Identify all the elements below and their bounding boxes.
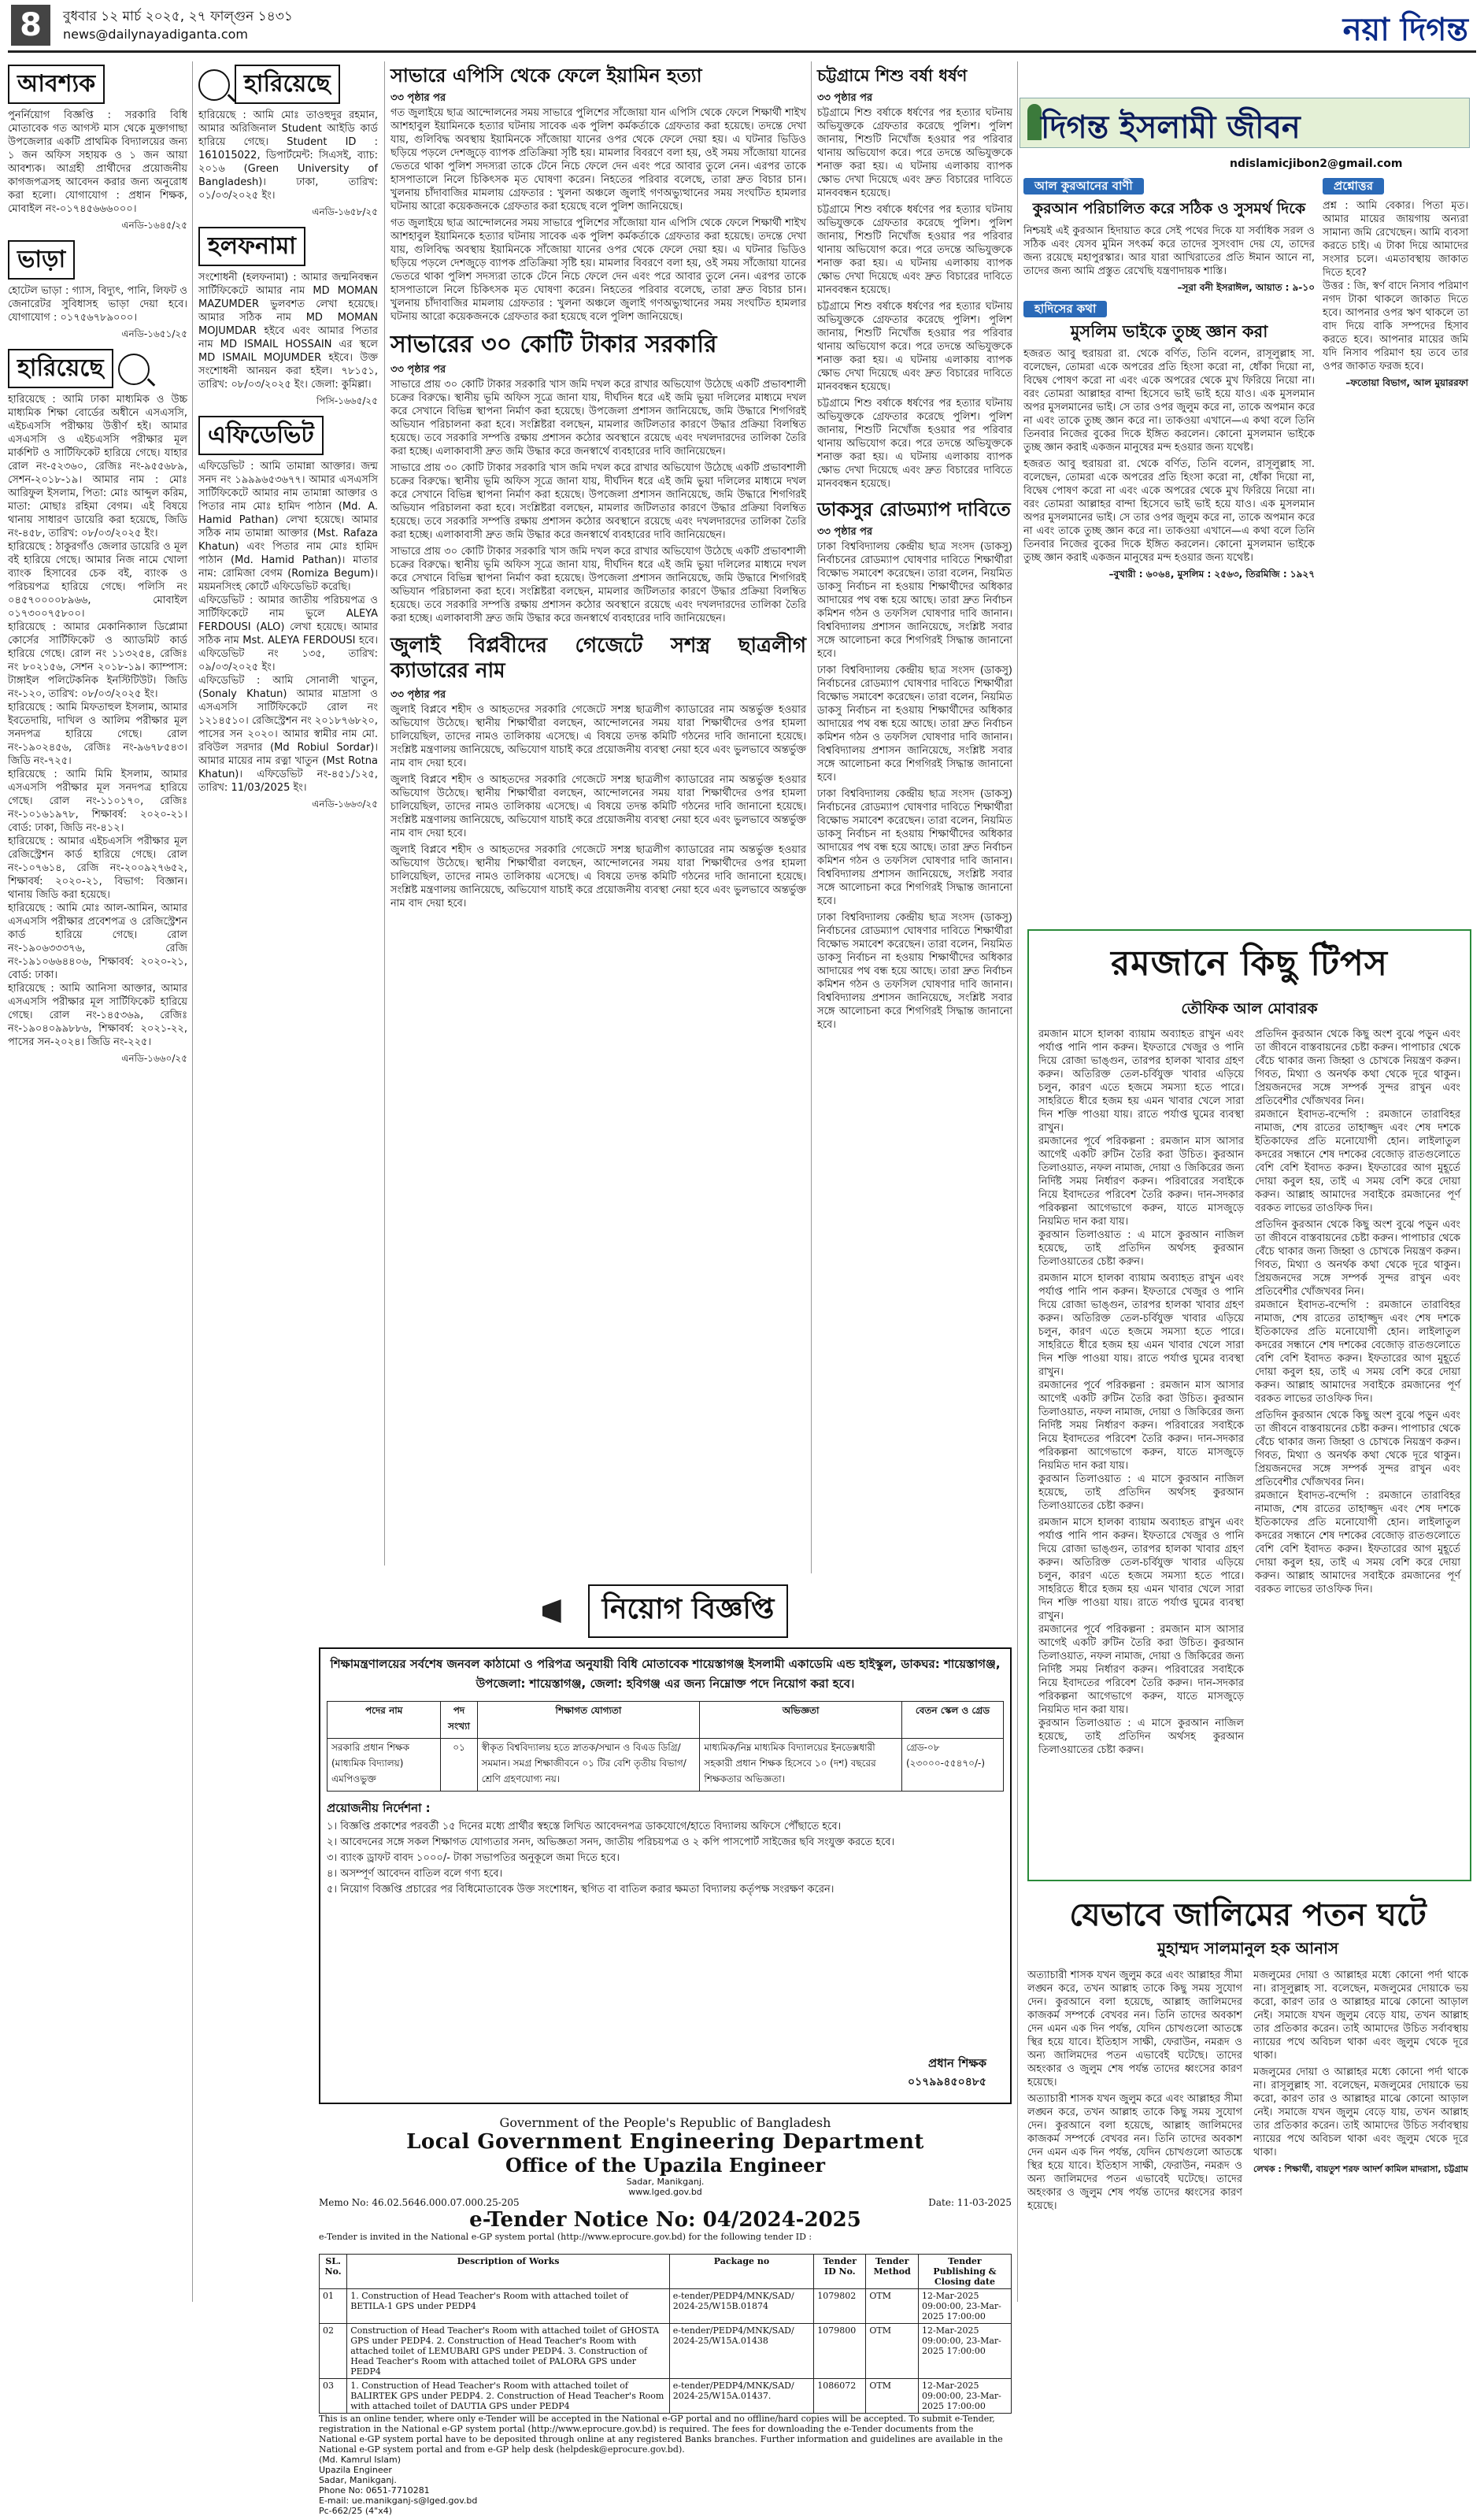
- ramadan-text: রমজান মাসে হালকা ব্যায়াম অব্যাহত রাখুন এবং পর্যাপ্ত পানি পান করুন। ইফতারে খেজুর ও পানি দিয়ে রোজা ভাঙ্গুন, তারপর হালকা খাবার গ্রহণ করুন। অতিরিক্ত তেল-চর্বিযুক্ত খাবার এড়িয়ে চলুন, কারণ এতে হজমে সমস্যা হতে পারে। সাহরিতে ধীরে হজম হয় এমন খাবার খেলে সারা দিন শক্তি পাওয়া যায়। রাতে পর্যাপ্ত ঘুমের ব্যবস্থা রাখুন। রমজানের পূর্বে পরিকল্পনা : রমজান মাস আসার আগেই একটি রুটিন তৈরি করা উচিত। কুরআন তিলাওয়াত, নফল নামাজ, দোয়া ও জিকিরের জন্য নির্দিষ্ট সময় নির্ধারণ করুন। পরিবারের সবাইকে নিয়ে ইবাদতের পরিবেশ তৈরি করুন। দান-সদকার পরিকল্পনা আগেভাগে করুন, যাতে মাসজুড়ে নিয়মিত দান করা যায়। কুরআন তিলাওয়াত : এ মাসে কুরআন নাজিল হয়েছে, তাই প্রতিদিন অর্থসহ কুরআন তিলাওয়াতের চেষ্টা করুন।: [1038, 1028, 1244, 1268]
- table-cell: OTM: [866, 2324, 919, 2379]
- tender-signer-name: (Md. Kamrul Islam): [319, 2455, 402, 2465]
- jalim-body: [1027, 1969, 1468, 2299]
- table-cell: OTM: [866, 2379, 919, 2414]
- table-cell: 01: [320, 2289, 347, 2324]
- instructions-title: প্রয়োজনীয় নির্দেশনা :: [327, 1801, 431, 1815]
- recruit-table: [327, 1701, 1004, 1792]
- tender-date: Date: 11-03-2025: [928, 2197, 1012, 2208]
- story-savar-land: সাভারে প্রায় ৩০ কোটি টাকার সরকারি খাস জমি দখল করে রাখার অভিযোগ উঠেছে একটি প্রভাবশালী চক্রের বিরুদ্ধে। স্থানীয় ভূমি অফিস সূত্রে জানা যায়, দীর্ঘদিন ধরে এই জমি ভুয়া দলিলের মাধ্যমে দখল করে সেখানে বিভিন্ন স্থাপনা নির্মাণ করা হয়েছে। উপজেলা প্রশাসন জানিয়েছে, জমি উদ্ধারে শিগগিরই অভিযান পরিচালনা করা হবে। সংশ্লিষ্টরা বলছেন, মামলার জটিলতার কারণে উদ্ধার প্রক্রিয়া বিলম্বিত হয়েছে। তবে সরকারি সম্পত্তি রক্ষায় প্রশাসন কঠোর অবস্থানে রয়েছে এবং দখলদারদের তালিকা তৈরি করা হচ্ছে। এলাকাবাসী দ্রুত জমি উদ্ধার করে জনস্বার্থে ব্যবহারের দাবি জানিয়েছেন।: [390, 379, 806, 458]
- issue-date: বুধবার ১২ মার্চ ২০২৫, ২৭ ফাল্গুন ১৪৩১: [63, 9, 293, 24]
- continued-note: ৩৩ পৃষ্ঠার পর: [817, 92, 873, 104]
- ramadan-text: রমজান মাসে হালকা ব্যায়াম অব্যাহত রাখুন এবং পর্যাপ্ত পানি পান করুন। ইফতারে খেজুর ও পানি দিয়ে রোজা ভাঙ্গুন, তারপর হালকা খাবার গ্রহণ করুন। অতিরিক্ত তেল-চর্বিযুক্ত খাবার এড়িয়ে চলুন, কারণ এতে হজমে সমস্যা হতে পারে। সাহরিতে ধীরে হজম হয় এমন খাবার খেলে সারা দিন শক্তি পাওয়া যায়। রাতে পর্যাপ্ত ঘুমের ব্যবস্থা রাখুন। রমজানের পূর্বে পরিকল্পনা : রমজান মাস আসার আগেই একটি রুটিন তৈরি করা উচিত। কুরআন তিলাওয়াত, নফল নামাজ, দোয়া ও জিকিরের জন্য নির্দিষ্ট সময় নির্ধারণ করুন। পরিবারের সবাইকে নিয়ে ইবাদতের পরিবেশ তৈরি করুন। দান-সদকার পরিকল্পনা আগেভাগে করুন, যাতে মাসজুড়ে নিয়মিত দান করা যায়। কুরআন তিলাওয়াত : এ মাসে কুরআন নাজিল হয়েছে, তাই প্রতিদিন অর্থসহ কুরআন তিলাওয়াতের চেষ্টা করুন।: [1038, 1273, 1244, 1512]
- quran-section-label: আল কুরআনের বাণী: [1023, 178, 1144, 195]
- magnifier-icon: [118, 354, 150, 385]
- continued-note: ৩৩ পৃষ্ঠার পর: [390, 92, 446, 104]
- affidavit-heading: হলফনামা: [198, 227, 305, 266]
- table-cell: সরকারি প্রধান শিক্ষক (মাধ্যমিক বিদ্যালয়) এমপিওভুক্ত: [328, 1739, 441, 1792]
- column-divider: [811, 61, 812, 1573]
- jalim-col-left: [1027, 1969, 1242, 2299]
- headline-savar-apc[interactable]: সাভারে এপিসি থেকে ফেলে ইয়ামিন হত্যা: [390, 65, 702, 87]
- tender-lged: Local Government Engineering Department: [406, 2130, 924, 2154]
- ramadan-col-left: [1038, 1028, 1244, 1878]
- story-july-gazette: জুলাই বিপ্লবে শহীদ ও আহতদের সরকারি গেজেটে সশস্ত্র ছাত্রলীগ ক্যাডারের নাম অন্তর্ভুক্ত হওয়ার অভিযোগ উঠেছে। স্থানীয় শিক্ষার্থীরা বলছেন, আন্দোলনের সময় যারা শিক্ষার্থীদের ওপর হামলা চালিয়েছিল, তাদের নামও তালিকায় এসেছে। এ বিষয়ে তদন্ত কমিটি গঠনের দাবি জানানো হয়েছে। সংশ্লিষ্ট মন্ত্রণালয় জানিয়েছে, অভিযোগ যাচাই করে প্রয়োজনীয় ব্যবস্থা নেয়া হবে এবং ভুলভাবে অন্তর্ভুক্ত নাম বাদ দেয়া হবে।: [390, 844, 806, 910]
- headline-ctg-child[interactable]: চট্টগ্রামে শিশু বর্ষা ধর্ষণ: [817, 66, 968, 85]
- lost-heading: হারিয়েছে: [235, 65, 340, 104]
- qa-column: [1323, 178, 1468, 918]
- table-cell: e-tender/PEDP4/MNK/SAD/ 2024-25/W15A.01438: [669, 2324, 813, 2379]
- table-cell: 1079800: [814, 2324, 866, 2379]
- islamic-main-column: [1023, 178, 1315, 918]
- recruit-phone[interactable]: ০১৭৯৯৪৫০৪৮৫: [908, 2076, 986, 2088]
- table-header-cell: Tender Publishing & Closing date: [918, 2255, 1011, 2289]
- table-cell: ০১: [441, 1739, 477, 1792]
- rent-ad: হোটেল ভাড়া : গ্যাস, বিদ্যুৎ, পানি, লিফট ও জেনারেটর সুবিধাসহ ভাড়া দেয়া হবে। যোগাযোগ : ০১৭৫৬৭৮৯০০০।: [8, 285, 187, 324]
- column-divider: [192, 61, 193, 2302]
- tender-gov: Government of the People's Republic of Bangladesh: [499, 2115, 831, 2130]
- instructions-text: ১। বিজ্ঞপ্তি প্রকাশের পরবর্তী ১৫ দিনের মধ্যে প্রার্থীর স্বহস্তে লিখিত আবেদনপত্র ডাকযোগে/হাতে বিদ্যালয় অফিসে পৌঁছাতে হবে। ২। আবেদনের সঙ্গে সকল শিক্ষাগত যোগ্যতার সনদ, অভিজ্ঞতা সনদ, জাতীয় পরিচয়পত্র ও ২ কপি পাসপোর্ট সাইজের ছবি সংযুক্ত করতে হবে। ৩। ব্যাংক ড্রাফট বাবদ ১০০০/- টাকা সভাপতির অনুকূলে জমা দিতে হবে। ৪। অসম্পূর্ণ আবেদন বাতিল বলে গণ্য হবে। ৫। নিয়োগ বিজ্ঞপ্তি প্রচারের পর বিধিমোতাবেক উক্ত সংশোধন, স্থগিত বা বাতিল করার ক্ষমতা বিদ্যালয় কর্তৃপক্ষ সংরক্ষণ করেন।: [327, 1821, 895, 1895]
- story-savar-land: সাভারে প্রায় ৩০ কোটি টাকার সরকারি খাস জমি দখল করে রাখার অভিযোগ উঠেছে একটি প্রভাবশালী চক্রের বিরুদ্ধে। স্থানীয় ভূমি অফিস সূত্রে জানা যায়, দীর্ঘদিন ধরে এই জমি ভুয়া দলিলের মাধ্যমে দখল করে সেখানে বিভিন্ন স্থাপনা নির্মাণ করা হয়েছে। উপজেলা প্রশাসন জানিয়েছে, জমি উদ্ধারে শিগগিরই অভিযান পরিচালনা করা হবে। সংশ্লিষ্টরা বলছেন, মামলার জটিলতার কারণে উদ্ধার প্রক্রিয়া বিলম্বিত হয়েছে। তবে সরকারি সম্পত্তি রক্ষায় প্রশাসন কঠোর অবস্থানে রয়েছে এবং দখলদারদের তালিকা তৈরি করা হচ্ছে। এলাকাবাসী দ্রুত জমি উদ্ধার করে জনস্বার্থে ব্যবহারের দাবি জানিয়েছেন।: [390, 462, 806, 541]
- story-savar-apc: গত জুলাইয়ে ছাত্র আন্দোলনের সময় সাভারে পুলিশের সাঁজোয়া যান এপিসি থেকে ফেলে শিক্ষার্থী শাইখ আশহাবুল ইয়ামিনকে হত্যার ঘটনায় সাবেক এক পুলিশ কর্মকর্তাকে গ্রেফতার করা হয়েছে। তদন্তে দেখা যায়, গুলিবিদ্ধ অবস্থায় ইয়ামিনকে সাঁজোয়া যানের ওপর থেকে ফেলে দেয়া হয়। এ ঘটনার ভিডিও ছড়িয়ে পড়লে দেশজুড়ে ব্যাপক প্রতিক্রিয়া সৃষ্টি হয়। মামলার বিবরণে বলা হয়, ওই সময় সাঁজোয়া যানের ভেতরে থাকা পুলিশ সদস্যরা তাকে টেনে নিচে ফেলে দেন এবং পরে আবার তুলে নেন। এরপর তাকে হাসপাতালে নিলে চিকিৎসক মৃত ঘোষণা করেন। নিহতের পরিবার বলেছে, তারা দ্রুত বিচার চান। খুলনায় চাঁদাবাজির মামলায় গ্রেফতার : খুলনা অঞ্চলে জুলাই গণঅভ্যুত্থানের সময় সংঘটিত হামলার ঘটনায় আরো কয়েকজনকে গ্রেফতার করা হয়েছে বলে পুলিশ জানিয়েছে।: [390, 217, 806, 323]
- tender-table: [319, 2254, 1012, 2414]
- table-cell: 02: [320, 2324, 347, 2379]
- hadith-reference: –বুখারী : ৬০৬৪, মুসলিম : ২৫৬৩, তিরমিজি : ১৯২৭: [1108, 569, 1315, 580]
- jalim-col-right: [1253, 1969, 1468, 2299]
- table-cell: Construction of Head Teacher's Room with attached toilet of GHOSTA GPS under PEDP4. 2. Construction of Head Teacher's Room with attached toilet of LEMUBARI GPS under PEDP4. 3. Construction of Head Teacher's Room with attached toilet of PALORA GPS under PEDP4: [347, 2324, 670, 2379]
- ramadan-text: রমজান মাসে হালকা ব্যায়াম অব্যাহত রাখুন এবং পর্যাপ্ত পানি পান করুন। ইফতারে খেজুর ও পানি দিয়ে রোজা ভাঙ্গুন, তারপর হালকা খাবার গ্রহণ করুন। অতিরিক্ত তেল-চর্বিযুক্ত খাবার এড়িয়ে চলুন, কারণ এতে হজমে সমস্যা হতে পারে। সাহরিতে ধীরে হজম হয় এমন খাবার খেলে সারা দিন শক্তি পাওয়া যায়। রাতে পর্যাপ্ত ঘুমের ব্যবস্থা রাখুন। রমজানের পূর্বে পরিকল্পনা : রমজান মাস আসার আগেই একটি রুটিন তৈরি করা উচিত। কুরআন তিলাওয়াত, নফল নামাজ, দোয়া ও জিকিরের জন্য নির্দিষ্ট সময় নির্ধারণ করুন। পরিবারের সবাইকে নিয়ে ইবাদতের পরিবেশ তৈরি করুন। দান-সদকার পরিকল্পনা আগেভাগে করুন, যাতে মাসজুড়ে নিয়মিত দান করা যায়। কুরআন তিলাওয়াত : এ মাসে কুরআন নাজিল হয়েছে, তাই প্রতিদিন অর্থসহ কুরআন তিলাওয়াতের চেষ্টা করুন।: [1038, 1517, 1244, 1756]
- affidavit-ad: সংশোধনী (হলফনামা) : আমার জন্মনিবন্ধন সার্টিফিকেটে আমার নাম MD MOMAN MAZUMDER ভুলবশত লেখা হয়েছে। আমার সঠিক নাম MD MOMAN MOJUMDAR হইবে এবং আমার পিতার নাম MD ISMAIL HOSSAIN এর স্থলে MD ISMAIL MOJUMDER হইবে। উক্ত সংশোধনী আনয়ন করা হইল। ৭৮১৫১, তারিখ: ০৮/০৩/২০২৫ ইং। জেলা: কুমিল্লা।: [198, 272, 378, 391]
- affidavit2-heading: এফিডেভিট: [198, 416, 324, 455]
- megaphone-icon: [542, 1599, 574, 1623]
- mosque-icon: [1027, 104, 1042, 140]
- jalim-text: অত্যাচারী শাসক যখন জুলুম করে এবং আল্লাহর সীমা লঙ্ঘন করে, তখন আল্লাহ তাকে কিছু সময় সুযোগ দেন। কুরআনে বলা হয়েছে, আল্লাহ জালিমদের কাজকর্ম সম্পর্কে বেখবর নন। তিনি তাদের অবকাশ দেন এমন এক দিন পর্যন্ত, যেদিন চোখগুলো আতঙ্কে স্থির হয়ে যাবে। ইতিহাস সাক্ষী, ফেরাউন, নমরূদ ও অন্য জালিমদের পতন এভাবেই ঘটেছে। তাদের অহংকার ও জুলুম শেষ পর্যন্ত তাদের ধ্বংসের কারণ হয়েছে।: [1027, 2093, 1242, 2212]
- hadith-headline[interactable]: মুসলিম ভাইকে তুচ্ছ জ্ঞান করা: [1070, 322, 1268, 341]
- table-cell: গ্রেড-০৮ (২৩০০০-৫৫৪৭০/-): [901, 1739, 1003, 1792]
- table-header-cell: বেতন স্কেল ও গ্রেড: [901, 1702, 1003, 1739]
- ad-reference: এনডি-১৬৬০/২৫: [121, 1053, 187, 1064]
- masthead-rule: [8, 50, 1476, 53]
- hadith-text: হজরত আবু হুরায়রা রা. থেকে বর্ণিত, তিনি বলেন, রাসূলুল্লাহ সা. বলেছেন, তোমরা একে অপরের প্রতি হিংসা করো না, ধোঁকা দিয়ো না, বিদ্বেষ পোষণ করো না এবং একে অপরের থেকে মুখ ফিরিয়ে নিয়ো না। বরং তোমরা আল্লাহর বান্দা হিসেবে ভাই ভাই হয়ে যাও। এক মুসলমান অপর মুসলমানের ভাই। সে তার ওপর জুলুম করে না, তাকে অপমান করে না এবং তাকে তুচ্ছ জ্ঞান করে না। তাকওয়া এখানে—এ কথা বলে তিনি তিনবার নিজের বুকের দিকে ইঙ্গিত করলেন। কোনো মুসলমান ভাইকে তুচ্ছ জ্ঞান করাই একজন মানুষের মন্দ হওয়ার জন্য যথেষ্ট।: [1023, 348, 1315, 454]
- headline-july-gazette[interactable]: জুলাই বিপ্লবীদের গেজেটে সশস্ত্র ছাত্রলীগ ক্যাডারের নাম: [390, 634, 806, 683]
- ramadan-author: তৌফিক আল মোবারক: [1181, 1000, 1318, 1017]
- ad-reference: এনডি-১৬৪৫/২৫: [121, 220, 187, 231]
- ad-reference: এনডি-১৬৫৮/২৫: [312, 206, 378, 217]
- recruit-table-header: [328, 1702, 1004, 1739]
- recruitment-notice: [319, 1647, 1012, 2104]
- table-header-cell: SL. No.: [320, 2255, 347, 2289]
- table-cell: 1086072: [814, 2379, 866, 2414]
- table-row: [320, 2379, 1012, 2414]
- tender-memo: Memo No: 46.02.5646.000.07.000.25-205: [319, 2197, 520, 2208]
- story-july-gazette: জুলাই বিপ্লবে শহীদ ও আহতদের সরকারি গেজেটে সশস্ত্র ছাত্রলীগ ক্যাডারের নাম অন্তর্ভুক্ত হওয়ার অভিযোগ উঠেছে। স্থানীয় শিক্ষার্থীরা বলছেন, আন্দোলনের সময় যারা শিক্ষার্থীদের ওপর হামলা চালিয়েছিল, তাদের নামও তালিকায় এসেছে। এ বিষয়ে তদন্ত কমিটি গঠনের দাবি জানানো হয়েছে। সংশ্লিষ্ট মন্ত্রণালয় জানিয়েছে, অভিযোগ যাচাই করে প্রয়োজনীয় ব্যবস্থা নেয়া হবে এবং ভুলভাবে অন্তর্ভুক্ত নাম বাদ দেয়া হবে।: [390, 774, 806, 839]
- recruit-intro: শিক্ষামন্ত্রণালয়ের সর্বশেষ জনবল কাঠামো ও পরিপত্র অনুযায়ী বিধি মোতাবেক শায়েস্তাগঞ্জ ইসলামী একাডেমি এন্ড হাইস্কুল, ডাকঘর: শায়েস্তাগঞ্জ, উপজেলা: শায়েস্তাগঞ্জ, জেলা: হবিগঞ্জ এর জন্য নিম্নোক্ত পদে নিয়োগ করা হবে।: [330, 1657, 1001, 1691]
- continued-note: ৩৩ পৃষ্ঠার পর: [390, 689, 446, 701]
- story-ducsu: ঢাকা বিশ্ববিদ্যালয় কেন্দ্রীয় ছাত্র সংসদ (ডাকসু) নির্বাচনের রোডম্যাপ ঘোষণার দাবিতে শিক্ষার্থীরা বিক্ষোভ সমাবেশ করেছেন। তারা বলেন, নিয়মিত ডাকসু নির্বাচন না হওয়ায় শিক্ষার্থীদের অধিকার আদায়ের পথ বন্ধ হয়ে আছে। তারা দ্রুত নির্বাচন কমিশন গঠন ও তফসিল ঘোষণার দাবি জানান। বিশ্ববিদ্যালয় প্রশাসন জানিয়েছে, সংশ্লিষ্ট সবার সঙ্গে আলোচনা করে শিগগিরই সিদ্ধান্ত জানানো হবে।: [817, 665, 1012, 784]
- qa-reference: –ফতোয়া বিভাগ, আল মুয়াররফা: [1345, 377, 1468, 388]
- story-ctg-child: চট্টগ্রামে শিশু বর্ষাকে ধর্ষণের পর হত্যার ঘটনায় অভিযুক্তকে গ্রেফতার করেছে পুলিশ। পুলিশ জানায়, শিশুটি নিখোঁজ হওয়ার পর পরিবার থানায় অভিযোগ করে। পরে তদন্তে অভিযুক্তকে শনাক্ত করা হয়। এ ঘটনায় এলাকায় ব্যাপক ক্ষোভ দেখা দিয়েছে এবং দ্রুত বিচারের দাবিতে মানববন্ধন হয়েছে।: [817, 107, 1012, 199]
- story-ducsu: ঢাকা বিশ্ববিদ্যালয় কেন্দ্রীয় ছাত্র সংসদ (ডাকসু) নির্বাচনের রোডম্যাপ ঘোষণার দাবিতে শিক্ষার্থীরা বিক্ষোভ সমাবেশ করেছেন। তারা বলেন, নিয়মিত ডাকসু নির্বাচন না হওয়ায় শিক্ষার্থীদের অধিকার আদায়ের পথ বন্ধ হয়ে আছে। তারা দ্রুত নির্বাচন কমিশন গঠন ও তফসিল ঘোষণার দাবি জানান। বিশ্ববিদ্যালয় প্রশাসন জানিয়েছে, সংশ্লিষ্ট সবার সঙ্গে আলোচনা করে শিগগিরই সিদ্ধান্ত জানানো হবে।: [817, 912, 1012, 1031]
- lost-heading: হারিয়েছে: [8, 349, 113, 388]
- table-header-cell: শিক্ষাগত যোগ্যতা: [477, 1702, 700, 1739]
- tender-intro: e-Tender is invited in the National e-GP system portal (http://www.eprocure.gov.bd) for the following tender ID :: [319, 2232, 812, 2242]
- qa-section-label: প্রশ্নোত্তর: [1323, 178, 1384, 195]
- tender-title[interactable]: e-Tender Notice No: 04/2024-2025: [469, 2208, 861, 2232]
- continued-note: ৩৩ পৃষ্ঠার পর: [390, 364, 446, 376]
- table-cell: OTM: [866, 2289, 919, 2324]
- tender-signer-title: Upazila Engineer: [319, 2465, 392, 2475]
- hadith-text: হজরত আবু হুরায়রা রা. থেকে বর্ণিত, তিনি বলেন, রাসূলুল্লাহ সা. বলেছেন, তোমরা একে অপরের প্রতি হিংসা করো না, ধোঁকা দিয়ো না, বিদ্বেষ পোষণ করো না এবং একে অপরের থেকে মুখ ফিরিয়ে নিয়ো না। বরং তোমরা আল্লাহর বান্দা হিসেবে ভাই ভাই হয়ে যাও। এক মুসলমান অপর মুসলমানের ভাই। সে তার ওপর জুলুম করে না, তাকে অপমান করে না এবং তাকে তুচ্ছ জ্ঞান করে না। তাকওয়া এখানে—এ কথা বলে তিনি তিনবার নিজের বুকের দিকে ইঙ্গিত করলেন। কোনো মুসলমান ভাইকে তুচ্ছ জ্ঞান করাই একজন মানুষের মন্দ হওয়ার জন্য যথেষ্ট।: [1023, 458, 1315, 564]
- news-column-3: [390, 61, 806, 1573]
- recruit-header: [319, 1575, 1012, 1647]
- story-ducsu: ঢাকা বিশ্ববিদ্যালয় কেন্দ্রীয় ছাত্র সংসদ (ডাকসু) নির্বাচনের রোডম্যাপ ঘোষণার দাবিতে শিক্ষার্থীরা বিক্ষোভ সমাবেশ করেছেন। তারা বলেন, নিয়মিত ডাকসু নির্বাচন না হওয়ায় শিক্ষার্থীদের অধিকার আদায়ের পথ বন্ধ হয়ে আছে। তারা দ্রুত নির্বাচন কমিশন গঠন ও তফসিল ঘোষণার দাবি জানান। বিশ্ববিদ্যালয় প্রশাসন জানিয়েছে, সংশ্লিষ্ট সবার সঙ্গে আলোচনা করে শিগগিরই সিদ্ধান্ত জানানো হবে।: [817, 788, 1012, 907]
- quran-verse: নিশ্চয়ই এই কুরআন হিদায়াত করে সেই পথের দিকে যা সর্বাধিক সরল ও সঠিক এবং যেসব মুমিন সৎকর্ম করে তাদের সুসংবাদ দেয় যে, তাদের জন্য রয়েছে মহাপুরস্কার। আর যারা আখিরাতের প্রতি ঈমান আনে না, তাদের জন্য আমি প্রস্তুত রেখেছি যন্ত্রণাদায়ক শাস্তি।: [1023, 225, 1315, 277]
- jalim-text: অত্যাচারী শাসক যখন জুলুম করে এবং আল্লাহর সীমা লঙ্ঘন করে, তখন আল্লাহ তাকে কিছু সময় সুযোগ দেন। কুরআনে বলা হয়েছে, আল্লাহ জালিমদের কাজকর্ম সম্পর্কে বেখবর নন। তিনি তাদের অবকাশ দেন এমন এক দিন পর্যন্ত, যেদিন চোখগুলো আতঙ্কে স্থির হয়ে যাবে। ইতিহাস সাক্ষী, ফেরাউন, নমরূদ ও অন্য জালিমদের পতন এভাবেই ঘটেছে। তাদের অহংকার ও জুলুম শেষ পর্যন্ত তাদের ধ্বংসের কারণ হয়েছে।: [1027, 1969, 1242, 2088]
- tender-address: Sadar, Manikganj.: [626, 2177, 705, 2187]
- lged-tender-table-wrap: [319, 2254, 1012, 2516]
- recruit-signer: প্রধান শিক্ষক: [928, 2056, 986, 2070]
- rent-heading: ভাড়া: [8, 240, 75, 280]
- lost-ad: হারিয়েছে : আমি মোঃ তাওহুদুর রহমান, আমার অরিজিনাল Student আইডি কার্ড হারিয়ে গেছে। Student ID : 161015022, ডিপার্টমেন্ট: সিএসই, ব্যাচ: ২০১৬ (Green University of Bangladesh)। ঢাকা, তারিখ: ০১/০৩/২০২৫ ইং।: [198, 109, 378, 202]
- ramadan-text: প্রতিদিন কুরআন থেকে কিছু অংশ বুঝে পড়ুন এবং তা জীবনে বাস্তবায়নের চেষ্টা করুন। পাপাচার থেকে বেঁচে থাকার জন্য জিহ্বা ও চোখকে নিয়ন্ত্রণ করুন। গিবত, মিথ্যা ও অনর্থক কথা থেকে দূরে থাকুন। প্রিয়জনদের সঙ্গে সম্পর্ক সুন্দর রাখুন এবং প্রতিবেশীর খোঁজখবর নিন। রমজানে ইবাদত-বন্দেগি : রমজানে তারাবিহর নামাজ, শেষ রাতের তাহাজ্জুদ এবং শেষ দশকে ইতিকাফের প্রতি মনোযোগী হোন। লাইলাতুল কদরের সন্ধানে শেষ দশকের বেজোড় রাতগুলোতে বেশি বেশি ইবাদত করুন। ইফতারের আগ মুহূর্তে দোয়া কবুল হয়, তাই এ সময় বেশি করে দোয়া করুন। আল্লাহ আমাদের সবাইকে রমজানের পূর্ণ বরকত লাভের তাওফিক দিন।: [1255, 1028, 1460, 1214]
- table-cell: e-tender/PEDP4/MNK/SAD/ 2024-25/W15A.01437.: [669, 2379, 813, 2414]
- quran-reference: –সূরা বনী ইসরাঈল, আয়াত : ৯-১০: [1177, 282, 1315, 293]
- ramadan-tips-box: [1027, 929, 1471, 1881]
- page-number: 8: [11, 5, 50, 46]
- lost-ads: হারিয়েছে : আমি ঢাকা মাধ্যমিক ও উচ্চ মাধ্যমিক শিক্ষা বোর্ডের অধীনে এসএসসি, এইচএসসি পরীক্ষায় উত্তীর্ণ হই। আমার এসএসসি ও এইচএসসি পরীক্ষার মূল মার্কশিট ও সার্টিফিকেট হারিয়ে গেছে। যাহার রোল নং-৫২৩৬০, রেজিঃ নং-৯৫৫৬৮৯, সেশন-২০১৮-১৯। আমার নাম : মোঃ আরিফুল ইসলাম, পিতা: মোঃ আব্দুল করিম, মাতা: মোছাঃ রহিমা বেগম। এই বিষয়ে থানায় সাধারণ ডায়েরি করা হয়েছে, জিডি নং-৪৫৮, তারিখ: ০৮/০৩/২০২৫ ইং। হারিয়েছে : ঠাকুরগাঁও জেলার ডায়েরি ও মূল বই হারিয়ে গেছে। আমার নিজ নামে খোলা ব্যাংক হিসাবের চেক বই, ব্যাংক ও পরিচয়পত্র হারিয়ে গেছে। পলিসি নং ০৪৫৭০০০০৮৯৬৬, মোবাইল ০১৭৩০০৭৫৮০০। হারিয়েছে : আমার মেকানিক্যাল ডিপ্লোমা কোর্সের সার্টিফিকেট ও অ্যাডমিট কার্ড হারিয়ে গেছে। রোল নং ১১৩২৫৪, রেজিঃ নং ৮০২১৫৬, সেশন ২০১৮-১৯। ক্যাম্পাস: টাঙ্গাইল পলিটেকনিক ইনস্টিটিউট। জিডি নং-১২০, তারিখ: ০৮/০৩/২০২৫ ইং। হারিয়েছে : আমি মিফতাহুল ইসলাম, আমার ইবতেদায়ি, দাখিল ও আলিম পরীক্ষার মূল সনদপত্র হারিয়ে গেছে। রোল নং-১৯০২৪৫৬, রেজিঃ নং-৯৬৭৮৫৪৩। জিডি নং-৭২৫। হারিয়েছে : আমি মিমি ইসলাম, আমার এসএসসি পরীক্ষার মূল সনদপত্র হারিয়ে গেছে। রোল নং-১১০১৭০, রেজিঃ নং-১০১৬১৯৭৮, শিক্ষাবর্ষ: ২০২০-২১। বোর্ড: ঢাকা, জিডি নং-৪১২। হারিয়েছে : আমার এইচএসসি পরীক্ষার মূল রেজিস্ট্রেশন কার্ড হারিয়ে গেছে। রোল নং-১০৭৬১৪, রেজি নং-২০০৯২৭৬৫২, শিক্ষাবর্ষ: ২০২০-২১, বিভাগ: বিজ্ঞান। থানায় জিডি করা হয়েছে। হারিয়েছে : আমি মোঃ আল-আমিন, আমার এসএসসি পরীক্ষার প্রবেশপত্র ও রেজিস্ট্রেশন কার্ড হারিয়ে গেছে। রোল নং-১৯০৬৩৩৩৭৬, রেজি নং-১৯১০৬৬৪৪০৬, শিক্ষাবর্ষ: ২০২০-২১, বোর্ড: ঢাকা। হারিয়েছে : আমি আনিসা আক্তার, আমার এসএসসি পরীক্ষার মূল সার্টিফিকেট হারিয়ে গেছে। রোল নং-১৪৫৩৬৯, রেজিঃ নং-১৯০৪০৯৯৮৮৬, শিক্ষাবর্ষ: ২০২১-২২, পাসের সন-২০২৪। জিডি নং-২২৫।: [8, 394, 187, 1048]
- table-header-cell: Package no: [669, 2255, 813, 2289]
- table-row: [320, 2324, 1012, 2379]
- ad-reference: এনডি-১৬৫১/২৫: [121, 328, 187, 339]
- ramadan-col-right: [1255, 1028, 1460, 1878]
- wanted-heading: আবশ্যক: [8, 65, 105, 104]
- table-row: [328, 1739, 1004, 1792]
- table-cell: 12-Mar-2025 09:00:00, 23-Mar-2025 17:00:00: [918, 2324, 1011, 2379]
- table-row: [320, 2289, 1012, 2324]
- ad-reference: পিসি-১৬৬৫/২৫: [316, 395, 378, 406]
- ramadan-text: প্রতিদিন কুরআন থেকে কিছু অংশ বুঝে পড়ুন এবং তা জীবনে বাস্তবায়নের চেষ্টা করুন। পাপাচার থেকে বেঁচে থাকার জন্য জিহ্বা ও চোখকে নিয়ন্ত্রণ করুন। গিবত, মিথ্যা ও অনর্থক কথা থেকে দূরে থাকুন। প্রিয়জনদের সঙ্গে সম্পর্ক সুন্দর রাখুন এবং প্রতিবেশীর খোঁজখবর নিন। রমজানে ইবাদত-বন্দেগি : রমজানে তারাবিহর নামাজ, শেষ রাতের তাহাজ্জুদ এবং শেষ দশকে ইতিকাফের প্রতি মনোযোগী হোন। লাইলাতুল কদরের সন্ধানে শেষ দশকের বেজোড় রাতগুলোতে বেশি বেশি ইবাদত করুন। ইফতারের আগ মুহূর্তে দোয়া কবুল হয়, তাই এ সময় বেশি করে দোয়া করুন। আল্লাহ আমাদের সবাইকে রমজানের পূর্ণ বরকত লাভের তাওফিক দিন।: [1255, 1410, 1460, 1595]
- classified-column-1: [8, 61, 187, 2302]
- recruit-title[interactable]: নিয়োগ বিজ্ঞপ্তি: [588, 1584, 789, 1638]
- story-ctg-child: চট্টগ্রামে শিশু বর্ষাকে ধর্ষণের পর হত্যার ঘটনায় অভিযুক্তকে গ্রেফতার করেছে পুলিশ। পুলিশ জানায়, শিশুটি নিখোঁজ হওয়ার পর পরিবার থানায় অভিযোগ করে। পরে তদন্তে অভিযুক্তকে শনাক্ত করা হয়। এ ঘটনায় এলাকায় ব্যাপক ক্ষোভ দেখা দিয়েছে এবং দ্রুত বিচারের দাবিতে মানববন্ধন হয়েছে।: [817, 301, 1012, 393]
- ramadan-text: প্রতিদিন কুরআন থেকে কিছু অংশ বুঝে পড়ুন এবং তা জীবনে বাস্তবায়নের চেষ্টা করুন। পাপাচার থেকে বেঁচে থাকার জন্য জিহ্বা ও চোখকে নিয়ন্ত্রণ করুন। গিবত, মিথ্যা ও অনর্থক কথা থেকে দূরে থাকুন। প্রিয়জনদের সঙ্গে সম্পর্ক সুন্দর রাখুন এবং প্রতিবেশীর খোঁজখবর নিন। রমজানে ইবাদত-বন্দেগি : রমজানে তারাবিহর নামাজ, শেষ রাতের তাহাজ্জুদ এবং শেষ দশকে ইতিকাফের প্রতি মনোযোগী হোন। লাইলাতুল কদরের সন্ধানে শেষ দশকের বেজোড় রাতগুলোতে বেশি বেশি ইবাদত করুন। ইফতারের আগ মুহূর্তে দোয়া কবুল হয়, তাই এ সময় বেশি করে দোয়া করুন। আল্লাহ আমাদের সবাইকে রমজানের পূর্ণ বরকত লাভের তাওফিক দিন।: [1255, 1219, 1460, 1405]
- table-header-cell: অভিজ্ঞতা: [700, 1702, 902, 1739]
- table-header-cell: Tender Method: [866, 2255, 919, 2289]
- tender-signer-place: Sadar, Manikganj.: [319, 2475, 397, 2485]
- story-july-gazette: জুলাই বিপ্লবে শহীদ ও আহতদের সরকারি গেজেটে সশস্ত্র ছাত্রলীগ ক্যাডারের নাম অন্তর্ভুক্ত হওয়ার অভিযোগ উঠেছে। স্থানীয় শিক্ষার্থীরা বলছেন, আন্দোলনের সময় যারা শিক্ষার্থীদের ওপর হামলা চালিয়েছিল, তাদের নামও তালিকায় এসেছে। এ বিষয়ে তদন্ত কমিটি গঠনের দাবি জানানো হয়েছে। সংশ্লিষ্ট মন্ত্রণালয় জানিয়েছে, অভিযোগ যাচাই করে প্রয়োজনীয় ব্যবস্থা নেয়া হবে এবং ভুলভাবে অন্তর্ভুক্ত নাম বাদ দেয়া হবে।: [390, 704, 806, 769]
- table-header-cell: Description of Works: [347, 2255, 670, 2289]
- table-cell: 12-Mar-2025 09:00:00, 23-Mar-2025 17:00:00: [918, 2379, 1011, 2414]
- jalim-footer: লেখক : শিক্ষার্থী, বায়তুশ শরফ আদর্শ কামিল মাদরাসা, চট্টগ্রাম: [1253, 2164, 1468, 2174]
- hadith-section-label: হাদিসের কথা: [1023, 301, 1107, 317]
- table-cell: মাধ্যমিক/নিম্ন মাধ্যমিক বিদ্যালয়ের ইনডেক্সধারী সহকারী প্রধান শিক্ষক হিসেবে ১০ (দশ) বছরের শিক্ষকতার অভিজ্ঞতা।: [700, 1739, 902, 1792]
- table-cell: 03: [320, 2379, 347, 2414]
- magnifier-icon: [198, 69, 230, 101]
- tender-signer-phone: Phone No: 0651-7710281: [319, 2485, 430, 2496]
- news-column-4: [817, 61, 1012, 1093]
- newsroom-email[interactable]: news@dailynayadiganta.com: [63, 27, 248, 42]
- tender-table-header: [320, 2255, 1012, 2289]
- continued-note: ৩৩ পৃষ্ঠার পর: [817, 526, 873, 538]
- tender-memo-row: [319, 2197, 1012, 2208]
- tender-footnote: This is an online tender, where only e-Tender will be accepted in the National e-GP portal and no offline/hard copies will be accepted. To submit e-Tender, registration in the National e-GP system portal (http://www.eprocure.gov.bd) is required. The fees for downloading the e-Tender documents from the National e-GP system portal have to be deposited through online at any registered Banks branches. Further information and guidelines are available in the National e-GP system portal and from e-GP help desk (helpdesk@eprocure.gov.bd).: [319, 2414, 1003, 2455]
- wanted-ad: পুনর্নিয়োগ বিজ্ঞপ্তি : সরকারি বিধি মোতাবেক গত আগস্ট মাস থেকে মুক্তাগাছা উপজেলার একটি প্রাথমিক বিদ্যালয়ের জন্য ১ জন অফিস সহায়ক ও ১ জন আয়া আবশ্যক। আগ্রহী প্রার্থীদের প্রয়োজনীয় কাগজপত্রসহ আবেদন করার জন্য অনুরোধ করা হলো। যোগাযোগ : প্রধান শিক্ষক, মোবাইল নং-০১৭৪৫৬৬৬০০০।: [8, 109, 187, 215]
- ramadan-title[interactable]: রমজানে কিছু টিপস: [1111, 943, 1388, 984]
- story-savar-apc: গত জুলাইয়ে ছাত্র আন্দোলনের সময় সাভারে পুলিশের সাঁজোয়া যান এপিসি থেকে ফেলে শিক্ষার্থী শাইখ আশহাবুল ইয়ামিনকে হত্যার ঘটনায় সাবেক এক পুলিশ কর্মকর্তাকে গ্রেফতার করা হয়েছে। তদন্তে দেখা যায়, গুলিবিদ্ধ অবস্থায় ইয়ামিনকে সাঁজোয়া যানের ওপর থেকে ফেলে দেয়া হয়। এ ঘটনার ভিডিও ছড়িয়ে পড়লে দেশজুড়ে ব্যাপক প্রতিক্রিয়া সৃষ্টি হয়। মামলার বিবরণে বলা হয়, ওই সময় সাঁজোয়া যানের ভেতরে থাকা পুলিশ সদস্যরা তাকে টেনে নিচে ফেলে দেন এবং পরে আবার তুলে নেন। এরপর তাকে হাসপাতালে নিলে চিকিৎসক মৃত ঘোষণা করেন। নিহতের পরিবার বলেছে, তারা দ্রুত বিচার চান। খুলনায় চাঁদাবাজির মামলায় গ্রেফতার : খুলনা অঞ্চলে জুলাই গণঅভ্যুত্থানের সময় সংঘটিত হামলার ঘটনায় আরো কয়েকজনকে গ্রেফতার করা হয়েছে বলে পুলিশ জানিয়েছে।: [390, 107, 806, 213]
- story-savar-land: সাভারে প্রায় ৩০ কোটি টাকার সরকারি খাস জমি দখল করে রাখার অভিযোগ উঠেছে একটি প্রভাবশালী চক্রের বিরুদ্ধে। স্থানীয় ভূমি অফিস সূত্রে জানা যায়, দীর্ঘদিন ধরে এই জমি ভুয়া দলিলের মাধ্যমে দখল করে সেখানে বিভিন্ন স্থাপনা নির্মাণ করা হয়েছে। উপজেলা প্রশাসন জানিয়েছে, জমি উদ্ধারে শিগগিরই অভিযান পরিচালনা করা হবে। সংশ্লিষ্টরা বলছেন, মামলার জটিলতার কারণে উদ্ধার প্রক্রিয়া বিলম্বিত হয়েছে। তবে সরকারি সম্পত্তি রক্ষায় প্রশাসন কঠোর অবস্থানে রয়েছে এবং দখলদারদের তালিকা তৈরি করা হচ্ছে। এলাকাবাসী দ্রুত জমি উদ্ধার করে জনস্বার্থে ব্যবহারের দাবি জানিয়েছেন।: [390, 546, 806, 624]
- table-header-cell: পদ সংখ্যা: [441, 1702, 477, 1739]
- story-ctg-child: চট্টগ্রামে শিশু বর্ষাকে ধর্ষণের পর হত্যার ঘটনায় অভিযুক্তকে গ্রেফতার করেছে পুলিশ। পুলিশ জানায়, শিশুটি নিখোঁজ হওয়ার পর পরিবার থানায় অভিযোগ করে। পরে তদন্তে অভিযুক্তকে শনাক্ত করা হয়। এ ঘটনায় এলাকায় ব্যাপক ক্ষোভ দেখা দিয়েছে এবং দ্রুত বিচারের দাবিতে মানববন্ধন হয়েছে।: [817, 204, 1012, 296]
- tender-pc-ref: Pc-662/25 (4"x4): [319, 2506, 392, 2516]
- lost-heading-row: [8, 346, 187, 393]
- table-cell: স্বীকৃত বিশ্ববিদ্যালয় হতে স্নাতক/সম্মান ও বিএড ডিগ্রি/সমমান। সমগ্র শিক্ষাজীবনে ০১ টির বেশি তৃতীয় বিভাগ/শ্রেণি গ্রহণযোগ্য নয়।: [477, 1739, 700, 1792]
- column-divider: [1017, 61, 1018, 2302]
- table-cell: 1. Construction of Head Teacher's Room with attached toilet of BETILA-1 GPS under PEDP4: [347, 2289, 670, 2324]
- tender-website[interactable]: www.lged.gov.bd: [628, 2187, 702, 2197]
- table-header-cell: Tender ID No.: [814, 2255, 866, 2289]
- lost-heading-row: [198, 61, 378, 109]
- quran-headline[interactable]: কুরআন পরিচালিত করে সঠিক ও সুসমর্থ দিকে: [1032, 200, 1306, 217]
- jalim-author: মুহাম্মদ সালমানুল হক আনাস: [1156, 1939, 1339, 1958]
- table-header-cell: পদের নাম: [328, 1702, 441, 1739]
- jalim-headline[interactable]: যেভাবে জালিমের পতন ঘটে: [1069, 1897, 1427, 1933]
- story-ctg-child: চট্টগ্রামে শিশু বর্ষাকে ধর্ষণের পর হত্যার ঘটনায় অভিযুক্তকে গ্রেফতার করেছে পুলিশ। পুলিশ জানায়, শিশুটি নিখোঁজ হওয়ার পর পরিবার থানায় অভিযোগ করে। পরে তদন্তে অভিযুক্তকে শনাক্ত করা হয়। এ ঘটনায় এলাকায় ব্যাপক ক্ষোভ দেখা দিয়েছে এবং দ্রুত বিচারের দাবিতে মানববন্ধন হয়েছে।: [817, 398, 1012, 490]
- affidavit2-ads: এফিডেভিট : আমি তামান্না আক্তার। জন্ম সনদ নং ১৯৯৯৬৫৩৬৭৭। আমার এসএসসি সার্টিফিকেটে আমার নাম তামান্না আক্তার ও পিতার নাম মোঃ হামিদ পাঠান (Md. A. Hamid Pathan) লেখা হয়েছে। আমার সঠিক নাম তামান্না আক্তার (Mst. Rafaza Khatun) এবং পিতার নাম মোঃ হামিদ পাঠান (Md. Hamid Pathan)। মাতার নাম: রোমিজা বেগম (Romiza Begum)। ময়মনসিংহ কোর্টে এফিডেভিট করেছি। এফিডেভিট : আমার জাতীয় পরিচয়পত্র ও সার্টিফিকেটে নাম ভুলে ALEYA FERDOUSI (ALO) লেখা হয়েছে। আমার সঠিক নাম Mst. ALEYA FERDOUSI হবে। এফিডেভিট নং ১৩৫, তারিখ: ০৯/০৩/২০২৫ ইং। এফিডেভিট : আমি সোনালী খাতুন, (Sonaly Khatun) আমার মাদ্রাসা ও এসএসসি সার্টিফিকেটে রোল নং ১২১৪৫১০। রেজিস্ট্রেশন নং ২০১৮৭৬৮২০, পাসের সন ২০২০। আমার স্বামীর নাম মো. রবিউল সরদার (Md Robiul Sordar)। আমার মায়ের নাম রত্না খাতুন (Mst Rotna Khatun)। এফিডেভিট নং-৪৫১/১২৫, তারিখ: 11/03/2025 ইং।: [198, 461, 378, 794]
- table-cell: e-tender/PEDP4/MNK/SAD/ 2024-25/W15B.01874: [669, 2289, 813, 2324]
- tender-signer-email[interactable]: E-mail: ue.manikganj-s@lged.gov.bd: [319, 2496, 478, 2506]
- story-ducsu: ঢাকা বিশ্ববিদ্যালয় কেন্দ্রীয় ছাত্র সংসদ (ডাকসু) নির্বাচনের রোডম্যাপ ঘোষণার দাবিতে শিক্ষার্থীরা বিক্ষোভ সমাবেশ করেছেন। তারা বলেন, নিয়মিত ডাকসু নির্বাচন না হওয়ায় শিক্ষার্থীদের অধিকার আদায়ের পথ বন্ধ হয়ে আছে। তারা দ্রুত নির্বাচন কমিশন গঠন ও তফসিল ঘোষণার দাবি জানান। বিশ্ববিদ্যালয় প্রশাসন জানিয়েছে, সংশ্লিষ্ট সবার সঙ্গে আলোচনা করে শিগগিরই সিদ্ধান্ত জানানো হবে।: [817, 541, 1012, 660]
- jalim-text: মজলুমের দোয়া ও আল্লাহর মধ্যে কোনো পর্দা থাকে না। রাসূলুল্লাহ সা. বলেছেন, মজলুমের দোয়াকে ভয় করো, কারণ তার ও আল্লাহর মাঝে কোনো আড়াল নেই। সমাজে যখন জুলুম বেড়ে যায়, তখন আল্লাহ তার প্রতিকার করেন। তাই আমাদের উচিত সর্বাবস্থায় ন্যায়ের পথে অবিচল থাকা এবং জুলুম থেকে দূরে থাকা।: [1253, 1969, 1468, 2062]
- newspaper-logo[interactable]: নয়া দিগন্ত: [1342, 11, 1468, 48]
- headline-ducsu[interactable]: ডাকসুর রোডম্যাপ দাবিতে: [817, 498, 1011, 521]
- qa-text: প্রশ্ন : আমি বেকার। পিতা মৃত। আমার মায়ের জায়গায় অন্যরা সামান্য জমি রেখেছেন। আমি ব্যবসা করতে চাই। এ টাকা দিয়ে আমাদের সংসার চলে। এমতাবস্থায় জাকাত দিতে হবে? উত্তর : জি, স্বর্ণ বাদে নিসাব পরিমাণ নগদ টাকা থাকলে জাকাত দিতে হবে। আপনার ওপর ঋণ থাকলে তা বাদ দিয়ে বাকি সম্পদের হিসাব করতে হবে। আপনার মায়ের জমি যদি নিসাব পরিমাণ হয় তবে তার ওপর জাকাত ফরজ হবে।: [1323, 200, 1468, 372]
- table-cell: 12-Mar-2025 09:00:00, 23-Mar-2025 17:00:00: [918, 2289, 1011, 2324]
- headline-savar-land[interactable]: সাভারের ৩০ কোটি টাকার সরকারি: [390, 331, 717, 358]
- islamic-life-email[interactable]: ndislamicjibon2@gmail.com: [1230, 157, 1403, 170]
- ad-reference: এনডি-১৬৬৩/২৫: [312, 799, 378, 810]
- column-divider: [384, 61, 385, 1566]
- islamic-life-title: দিগন্ত ইসলামী জীবন: [1041, 109, 1301, 146]
- jalim-text: মজলুমের দোয়া ও আল্লাহর মধ্যে কোনো পর্দা থাকে না। রাসূলুল্লাহ সা. বলেছেন, মজলুমের দোয়াকে ভয় করো, কারণ তার ও আল্লাহর মাঝে কোনো আড়াল নেই। সমাজে যখন জুলুম বেড়ে যায়, তখন আল্লাহ তার প্রতিকার করেন। তাই আমাদের উচিত সর্বাবস্থায় ন্যায়ের পথে অবিচল থাকা এবং জুলুম থেকে দূরে থাকা।: [1253, 2066, 1468, 2158]
- ramadan-body: [1029, 1028, 1470, 1878]
- tender-office: Office of the Upazila Engineer: [505, 2154, 826, 2177]
- table-cell: 1079802: [814, 2289, 866, 2324]
- table-cell: 1. Construction of Head Teacher's Room with attached toilet of BALIRTEK GPS under PEDP4. 2. Construction of Head Teacher's Room with attached toilet of DAUTIA GPS under PEDP4: [347, 2379, 670, 2414]
